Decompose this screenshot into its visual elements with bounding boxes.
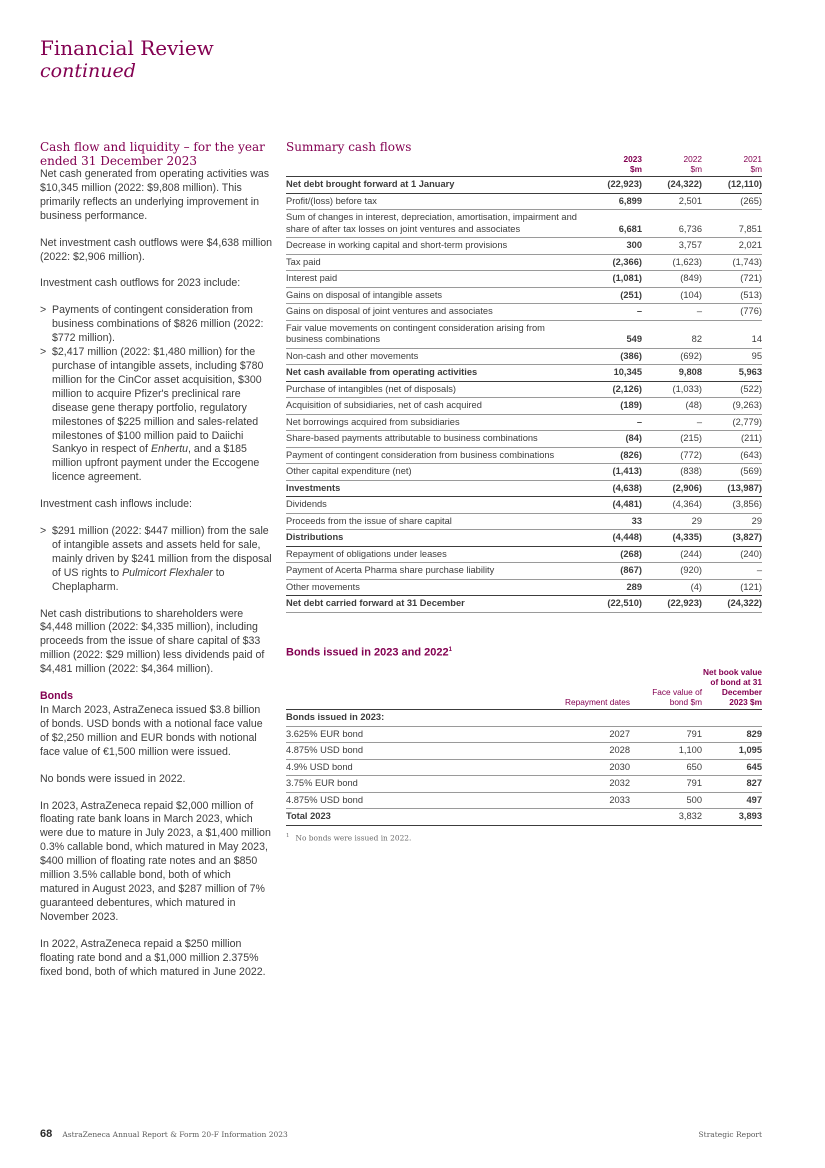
cell-value: (826): [582, 447, 642, 464]
row-label: Investments: [286, 480, 582, 497]
inflows-list: [40, 525, 272, 595]
table-row: [286, 287, 762, 304]
cell-value: (4,335): [642, 530, 702, 547]
paragraph-repaid-2022: In 2022, AstraZeneca repaid a $250 million floating rate bond and a $1,000 million 2.375% fixed bond, both of which matured in June 2022.: [40, 937, 266, 978]
paragraph-net-investment: Net investment cash outflows were $4,638 million (2022: $2,906 million).: [40, 236, 272, 263]
page-footer: [40, 1128, 762, 1140]
row-label: Decrease in working capital and short-term provisions: [286, 238, 582, 255]
row-label: Repayment of obligations under leases: [286, 546, 582, 563]
cell-value: 2,021: [702, 238, 762, 255]
row-label: Dividends: [286, 497, 582, 514]
summary-table-body: [286, 177, 762, 613]
cell-value: 497: [702, 792, 762, 809]
paragraph-bonds-issued: In March 2023, AstraZeneca issued $3.8 billion of bonds. USD bonds with a notional face value of $2,250 million and EUR bonds with notional face value of €1,500 million were issued.: [40, 704, 263, 758]
table-row: [286, 530, 762, 547]
table-row: [286, 271, 762, 288]
cell-value: 1,095: [702, 743, 762, 760]
cell-value: 300: [582, 238, 642, 255]
outflows-list: [40, 304, 272, 485]
row-label: 3.75% EUR bond: [286, 776, 534, 793]
paragraph-no-bonds-2022: No bonds were issued in 2022.: [40, 772, 186, 785]
cell-value: 2028: [534, 743, 630, 760]
cell-value: 500: [630, 792, 702, 809]
list-item: > Payments of contingent consideration from business combinations of $826 million (2022: $772 million).: [40, 304, 272, 346]
cell-value: 3,757: [642, 238, 702, 255]
table-row: [286, 447, 762, 464]
cell-value: 2030: [534, 759, 630, 776]
row-label: Payment of contingent consideration from business combinations: [286, 447, 582, 464]
cell-value: (2,366): [582, 254, 642, 271]
cell-value: 2,501: [642, 193, 702, 210]
cell-value: (4,481): [582, 497, 642, 514]
table-row: [286, 596, 762, 613]
row-label: 4.875% USD bond: [286, 743, 534, 760]
table-row: [286, 759, 762, 776]
row-label: Net debt carried forward at 31 December: [286, 596, 582, 613]
row-label: Proceeds from the issue of share capital: [286, 513, 582, 530]
cell-value: (4,638): [582, 480, 642, 497]
cell-value: (4,364): [642, 497, 702, 514]
row-label: Tax paid: [286, 254, 582, 271]
table-row: [286, 365, 762, 382]
table-row: [286, 464, 762, 481]
table-row: [286, 381, 762, 398]
cash-flow-section-title: Cash flow and liquidity – for the year ended 31 December 2023: [40, 140, 265, 168]
row-label: Distributions: [286, 530, 582, 547]
cell-value: (3,856): [702, 497, 762, 514]
table-row: [286, 177, 762, 194]
cell-value: (867): [582, 563, 642, 580]
row-label: 3.625% EUR bond: [286, 726, 534, 743]
cell-value: (1,743): [702, 254, 762, 271]
row-label: Non-cash and other movements: [286, 348, 582, 365]
table-row: [286, 513, 762, 530]
paragraph-operating-cash: Net cash generated from operating activities was $10,345 million (2022: $9,808 million). This primarily reflects an underlying improvement in business performance.: [40, 168, 270, 222]
table-row: [286, 414, 762, 431]
row-label: Net cash available from operating activities: [286, 365, 582, 382]
page-subtitle: continued: [40, 60, 136, 82]
table-row: [286, 320, 762, 348]
table-row: [286, 193, 762, 210]
cell-value: 33: [582, 513, 642, 530]
cell-value: (2,779): [702, 414, 762, 431]
row-label: Interest paid: [286, 271, 582, 288]
table-row: [286, 497, 762, 514]
paragraph-repaid-2023: In 2023, AstraZeneca repaid $2,000 million of floating rate bank loans in March 2023, which were due to mature in July 2023, a $1,400 million 0.3% callable bond, which matured in May 2023, $400 million of floating rate notes and an $850 million 3.5% callable bond, both of which matured in August 2023, and $287 million of 7% guaranteed debentures, which matured in November 2023.: [40, 799, 271, 923]
table-row: [286, 431, 762, 448]
cell-value: (2,906): [642, 480, 702, 497]
cell-value: 2027: [534, 726, 630, 743]
table-row-total: Total 2023 3,832 3,893: [286, 809, 762, 826]
cell-value: 645: [702, 759, 762, 776]
cell-value: 5,963: [702, 365, 762, 382]
table-row: [286, 546, 762, 563]
cell-value: 289: [582, 579, 642, 596]
paragraph-distributions: Net cash distributions to shareholders were $4,448 million (2022: $4,335 million), including proceeds from the issue of share capital of $33 million (2022: $29 million) less dividends paid of $4,481 million (2022: $4,364 million).: [40, 607, 265, 676]
cell-value: (24,322): [642, 177, 702, 194]
cell-value: (215): [642, 431, 702, 448]
table-row: [286, 743, 762, 760]
cell-value: 82: [642, 320, 702, 348]
cell-value: –: [642, 414, 702, 431]
section-name: Strategic Report: [698, 1130, 762, 1139]
paragraph-outflows-intro: Investment cash outflows for 2023 include:: [40, 277, 241, 290]
row-label: Gains on disposal of joint ventures and associates: [286, 304, 582, 321]
table-row: [286, 238, 762, 255]
table-row: [286, 254, 762, 271]
column-header-repayment: Repayment dates: [564, 697, 630, 708]
cell-value: (84): [582, 431, 642, 448]
cell-value: (1,623): [642, 254, 702, 271]
cell-value: –: [582, 304, 642, 321]
cell-value: (721): [702, 271, 762, 288]
page-header: [40, 36, 214, 82]
cell-value: (3,827): [702, 530, 762, 547]
page-title: Financial Review: [40, 36, 214, 60]
cell-value: –: [642, 304, 702, 321]
row-label: Other capital expenditure (net): [286, 464, 582, 481]
table-row: [286, 776, 762, 793]
row-label: Net debt brought forward at 1 January: [286, 177, 582, 194]
list-item: > $2,417 million (2022: $1,480 million) for the purchase of intangible assets, including $780 million for the CinCor asset acquisition, $300 million to acquire Pfizer's preclinical rare disease gene therapy portfolio, regulatory milestones of $225 million and sales-related milestones of $100 million paid to Daiichi Sankyo in respect of Enhertu, and a $185 million upfront payment under the Eccogene licence agreement.: [40, 346, 272, 485]
cell-value: 14: [702, 320, 762, 348]
cell-value: (849): [642, 271, 702, 288]
row-label: Other movements: [286, 579, 582, 596]
column-header-2023: 2023 $m: [623, 154, 642, 174]
cell-value: 29: [642, 513, 702, 530]
cell-value: 10,345: [582, 365, 642, 382]
row-label: Share-based payments attributable to business combinations: [286, 431, 582, 448]
cell-value: 829: [702, 726, 762, 743]
cell-value: (1,033): [642, 381, 702, 398]
cell-value: (121): [702, 579, 762, 596]
cell-value: (4): [642, 579, 702, 596]
column-header-2021: 2021 $m: [743, 154, 762, 174]
cell-value: 791: [630, 776, 702, 793]
cell-value: (522): [702, 381, 762, 398]
bonds-section-label: Bonds issued in 2023:: [286, 710, 534, 727]
cell-value: (104): [642, 287, 702, 304]
cell-value: (189): [582, 398, 642, 415]
cell-value: (265): [702, 193, 762, 210]
cell-value: (386): [582, 348, 642, 365]
cell-value: 2032: [534, 776, 630, 793]
cell-value: 9,808: [642, 365, 702, 382]
cell-value: (22,923): [642, 596, 702, 613]
column-header-net-book-value: Net book value of bond at 31 December 2023 $m: [702, 667, 762, 708]
cell-value: 2033: [534, 792, 630, 809]
cell-value: (244): [642, 546, 702, 563]
cell-value: (13,987): [702, 480, 762, 497]
cell-value: 6,899: [582, 193, 642, 210]
right-column: [286, 140, 762, 842]
cell-value: 7,851: [702, 210, 762, 238]
cell-value: (838): [642, 464, 702, 481]
cell-value: 650: [630, 759, 702, 776]
summary-cash-flows-table: [286, 154, 762, 613]
row-label: Acquisition of subsidiaries, net of cash acquired: [286, 398, 582, 415]
column-header-2022: 2022 $m: [683, 154, 702, 174]
table-row: [286, 710, 762, 727]
table-row: [286, 563, 762, 580]
cell-value: (920): [642, 563, 702, 580]
cell-value: (211): [702, 431, 762, 448]
table-row: [286, 726, 762, 743]
bonds-table-body: [286, 726, 762, 809]
cell-value: 95: [702, 348, 762, 365]
cell-value: (1,413): [582, 464, 642, 481]
cell-value: (4,448): [582, 530, 642, 547]
cell-value: (569): [702, 464, 762, 481]
row-label: Fair value movements on contingent consideration arising from business combinations: [286, 320, 582, 348]
cell-value: (22,510): [582, 596, 642, 613]
cell-value: –: [702, 563, 762, 580]
row-label: 4.9% USD bond: [286, 759, 534, 776]
cell-value: (772): [642, 447, 702, 464]
row-label: Payment of Acerta Pharma share purchase liability: [286, 563, 582, 580]
table-row: [286, 398, 762, 415]
bonds-footnote: $^1$ No bonds were issued in 2022.: [286, 832, 412, 843]
cell-value: (513): [702, 287, 762, 304]
cell-value: 6,681: [582, 210, 642, 238]
cell-value: (1,081): [582, 271, 642, 288]
row-label: Sum of changes in interest, depreciation, amortisation, impairment and share of after tax losses on joint ventures and associates: [286, 210, 582, 238]
cell-value: (251): [582, 287, 642, 304]
cell-value: 827: [702, 776, 762, 793]
cell-value: (240): [702, 546, 762, 563]
cell-value: (9,263): [702, 398, 762, 415]
cell-value: 1,100: [630, 743, 702, 760]
cell-value: –: [582, 414, 642, 431]
bonds-heading: Bonds: [40, 690, 73, 703]
row-label: Gains on disposal of intangible assets: [286, 287, 582, 304]
row-label: Purchase of intangibles (net of disposals): [286, 381, 582, 398]
cell-value: 549: [582, 320, 642, 348]
cell-value: (692): [642, 348, 702, 365]
cell-value: (22,923): [582, 177, 642, 194]
row-label: Net borrowings acquired from subsidiaries: [286, 414, 582, 431]
table-row: [286, 304, 762, 321]
table-row: [286, 348, 762, 365]
table-row: [286, 210, 762, 238]
cell-value: (643): [702, 447, 762, 464]
summary-cash-flows-title: Summary cash flows: [286, 140, 412, 154]
cell-value: 29: [702, 513, 762, 530]
bonds-table: [286, 667, 762, 826]
row-label: 4.875% USD bond: [286, 792, 534, 809]
column-header-face-value: Face value of bond $m: [652, 687, 702, 708]
page-number: 68: [40, 1128, 53, 1140]
cell-value: 791: [630, 726, 702, 743]
row-label: Profit/(loss) before tax: [286, 193, 582, 210]
table-row: [286, 579, 762, 596]
list-item: > $291 million (2022: $447 million) from the sale of intangible assets and assets held for sale, mainly driven by $241 million from the disposal of US rights to Pulmicort Flexhaler to Cheplapharm.: [40, 525, 272, 595]
table-row: [286, 480, 762, 497]
report-name: AstraZeneca Annual Report & Form 20-F Information 2023: [62, 1130, 288, 1139]
cell-value: (2,126): [582, 381, 642, 398]
paragraph-inflows-intro: Investment cash inflows include:: [40, 498, 192, 511]
bonds-title: Bonds issued in 2023 and 2022$^1$: [286, 646, 452, 659]
table-row: [286, 792, 762, 809]
left-column: [40, 140, 272, 992]
cell-value: 6,736: [642, 210, 702, 238]
cell-value: (776): [702, 304, 762, 321]
cell-value: (48): [642, 398, 702, 415]
cell-value: (12,110): [702, 177, 762, 194]
cell-value: (24,322): [702, 596, 762, 613]
cell-value: (268): [582, 546, 642, 563]
